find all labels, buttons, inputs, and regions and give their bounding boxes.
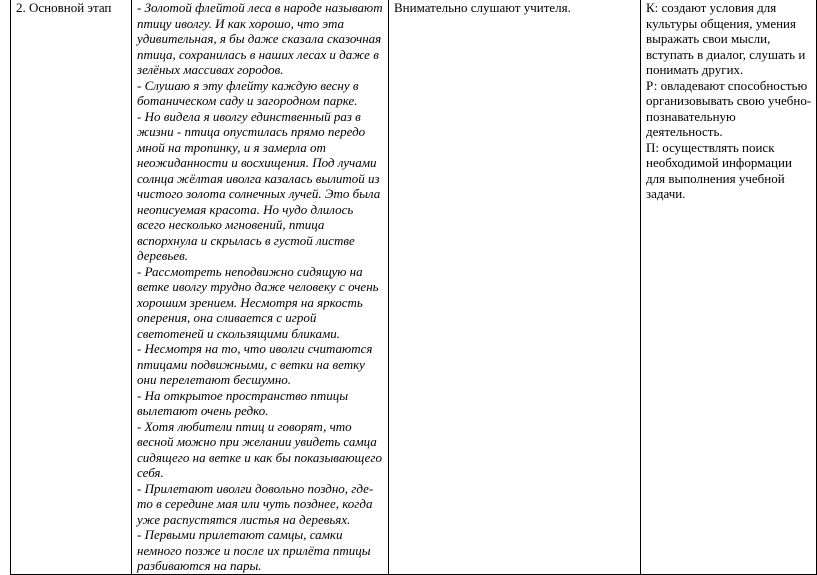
teacher-paragraph: - Рассмотреть неподвижно сидящую на ветке иволгу трудно даже человеку с очень хорошим зрением. Несмотря на яркость оперения, она сливается с игрой светотеней и скользящими бликами. [137,263,379,341]
teacher-activity-cell [132,0,389,574]
outcome-regulatory: Р: овладевают способностью организовывать свою учебно-познавательную деятельность. [646,77,812,139]
student-activity-text: Внимательно слушают учителя. [394,0,571,15]
outcome-cognitive: П: осуществлять поиск необходимой информации для выполнения учебной задачи. [646,139,792,201]
teacher-paragraph: - Прилетают иволги довольно поздно, где-то в середине мая или чуть позднее, когда уже распустятся листья на деревьях. [137,480,374,527]
teacher-paragraph: - На открытое пространство птицы вылетают очень редко. [137,387,349,418]
table-row [11,0,817,574]
lesson-plan-table [10,0,817,575]
outcome-communicative: К: создают условия для культуры общения, умения выражать свои мысли, вступать в диалог, слушать и понимать других. [646,0,806,77]
teacher-paragraph: - Золотой флейтой леса в народе называют птицу иволгу. И как хорошо, что эта удивительная, я бы даже сказала сказочная птица, сохранилась в наших лесах и даже в зелёных массивах городов. [137,0,383,77]
teacher-paragraph: - Хотя любители птиц и говорят, что весной можно при желании увидеть самца сидящего на ветке и как бы показывающего себя. [137,418,382,480]
stage-cell [11,0,132,574]
teacher-paragraph: - Но видела я иволгу единственный раз в жизни - птица опустилась прямо передо мной на тропинку, и я замерла от неожиданности и восхищения. Под лучами солнца жёлтая иволга казалась вылитой из чистого золота солнечных лучей. Это была неописуемая красота. Но чудо длилось всего несколько мгновений, птица вспорхнула и скрылась в густой листве деревьев. [137,108,381,263]
teacher-paragraph: - Слушаю я эту флейту каждую весну в ботаническом саду и загородном парке. [137,77,359,108]
teacher-paragraph: - Первыми прилетают самцы, самки немного позже и после их прилёта птицы разбиваются на пары. [137,527,371,573]
outcomes-cell [641,0,817,574]
teacher-paragraph: - Несмотря на то, что иволги считаются птицами подвижными, с ветки на ветку они перелетают бесшумно. [137,341,373,387]
student-activity-cell [389,0,641,574]
stage-label: 2. Основной этап [16,0,112,15]
